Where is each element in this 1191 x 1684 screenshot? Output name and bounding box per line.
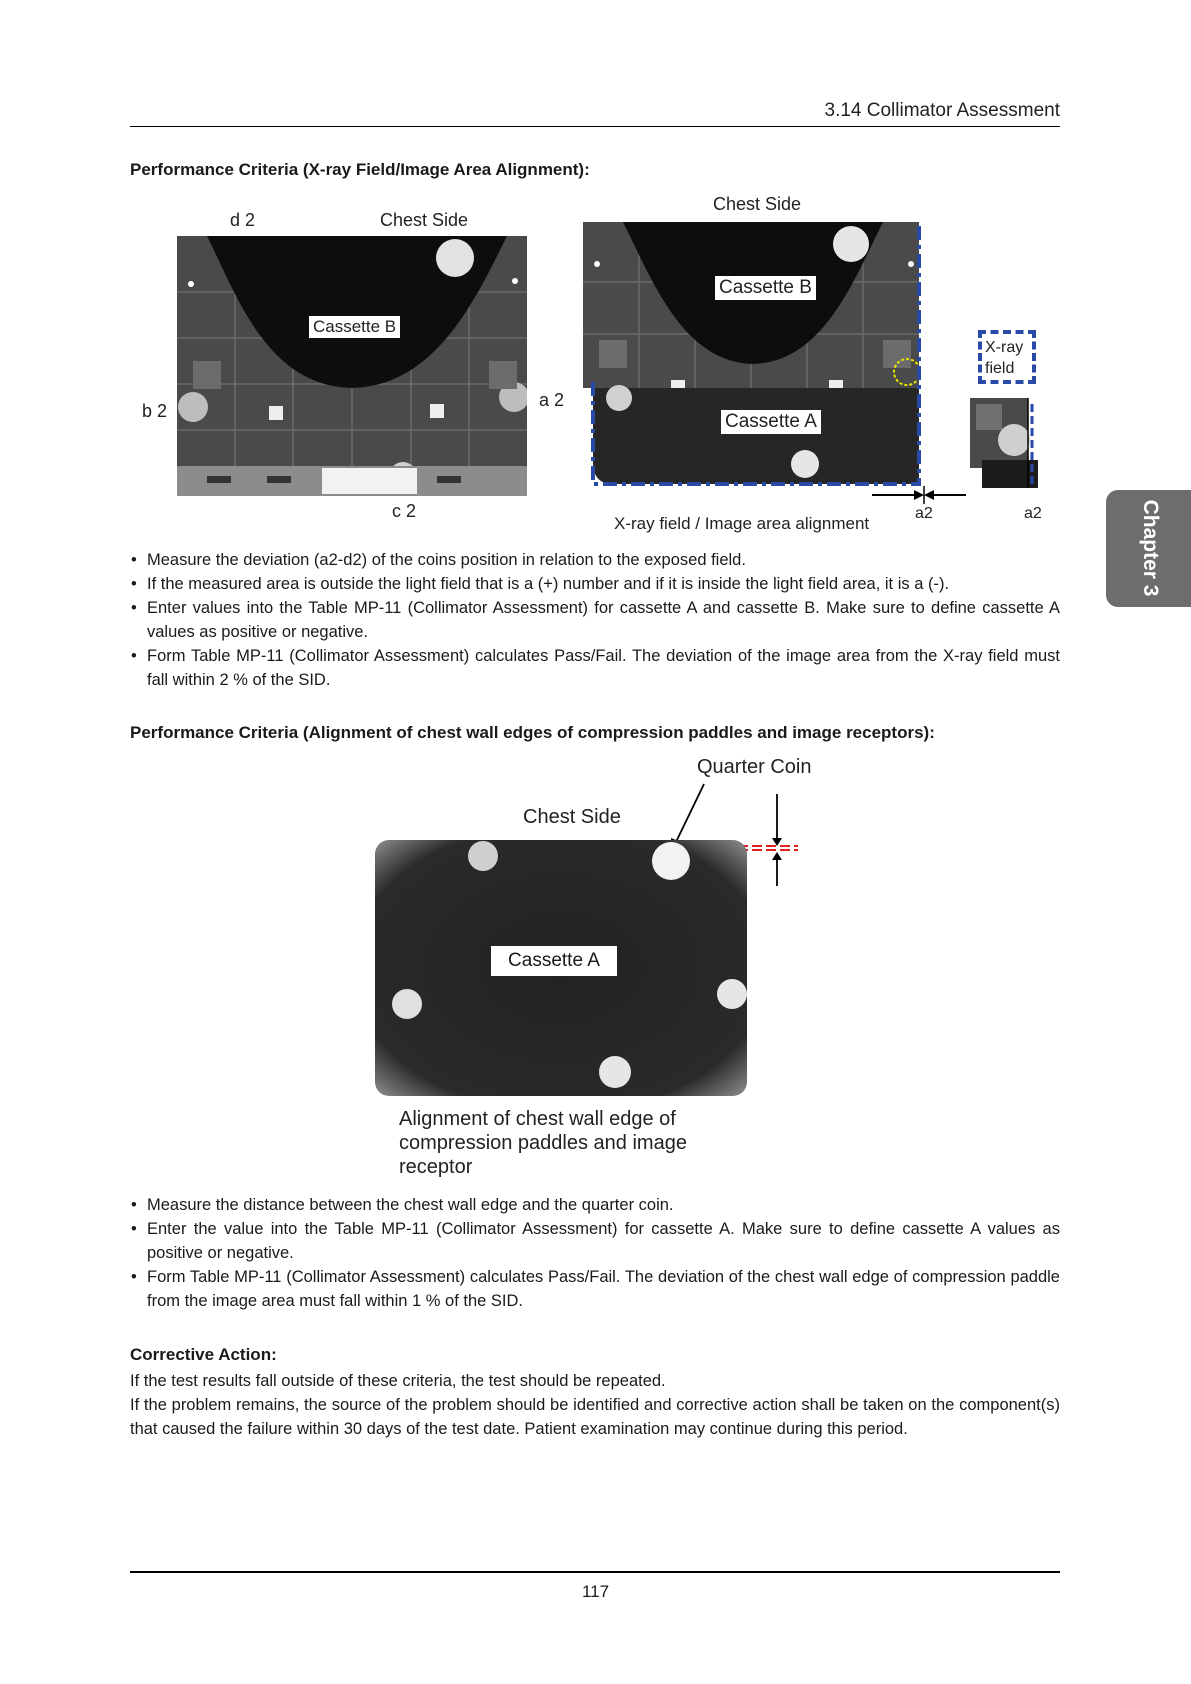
inset-xray-image — [970, 398, 1042, 490]
corrective-action-line2: If the problem remains, the source of the problem should be identified and corrective action shall be taken on the component(s) that caused the failure within 30 days of the test date. Patient examination may continue during this period. — [130, 1396, 1060, 1438]
list-item: • Measure the distance between the chest wall edge and the quarter coin. — [130, 1193, 1060, 1217]
label-d2: d 2 — [230, 210, 256, 230]
chapter-tab — [1106, 490, 1191, 607]
xray-image-cassette-a-b — [583, 222, 931, 490]
label-chest-side-bottom: Chest Side — [523, 806, 621, 828]
label-chest-side-left: Chest Side — [380, 210, 469, 230]
corrective-action-heading: Corrective Action: — [130, 1345, 277, 1364]
corrective-action-line1: If the test results fall outside of these criteria, the test should be repeated. — [130, 1372, 666, 1390]
footer-rule — [130, 1571, 1060, 1573]
section-title: 3.14 Collimator Assessment — [824, 100, 1060, 121]
a2-arrows — [870, 486, 970, 504]
label-cassette-b-left: Cassette B — [309, 316, 400, 338]
list-item: • Enter the value into the Table MP-11 (Collimator Assessment) for cassette A. Make sure to define cassette A values as positive or negative. — [130, 1217, 1060, 1265]
label-a2-left: a 2 — [539, 390, 565, 410]
caption-chest-wall-alignment — [399, 1107, 687, 1179]
xray-image-right-graphic — [583, 222, 931, 490]
section2-heading: Performance Criteria (Alignment of chest wall edges of compression paddles and image receptors): — [130, 723, 935, 742]
xray-image-chest-wall — [375, 840, 747, 1096]
label-a2-small-1: a2 — [915, 505, 933, 522]
section1-bullet-list — [130, 548, 1060, 692]
caption-line-1: Alignment of chest wall edge of — [399, 1108, 676, 1130]
xray-field-legend-text — [985, 337, 1023, 379]
label-a2-small-2: a2 — [1024, 505, 1042, 522]
label-cassette-b-right: Cassette B — [715, 276, 816, 300]
list-item: • Enter values into the Table MP-11 (Collimator Assessment) for cassette A and cassette B. Make sure to define cassette A values as positive or negative. — [130, 596, 1060, 644]
caption-xray-alignment: X-ray field / Image area alignment — [614, 514, 870, 533]
section1-heading: Performance Criteria (X-ray Field/Image Area Alignment): — [130, 160, 590, 179]
chapter-tab-label: Chapter 3 — [1139, 499, 1162, 597]
xray-image-left-graphic — [177, 236, 527, 496]
xray-field-legend-line1: X-ray — [985, 339, 1024, 356]
label-cassette-a-right: Cassette A — [721, 410, 821, 434]
label-chest-side-right: Chest Side — [713, 194, 802, 214]
caption-line-2: compression paddles and image — [399, 1132, 687, 1154]
label-b2: b 2 — [142, 401, 168, 421]
list-item: • Form Table MP-11 (Collimator Assessment) calculates Pass/Fail. The deviation of the chest wall edge of compression paddle from the image area must fall within 1 % of the SID. — [130, 1265, 1060, 1313]
page-number: 117 — [581, 1582, 610, 1601]
header-rule — [130, 126, 1060, 127]
label-quarter-coin: Quarter Coin — [697, 756, 812, 778]
label-c2: c 2 — [392, 501, 417, 521]
list-item: • Measure the deviation (a2-d2) of the coins position in relation to the exposed field. — [130, 548, 1060, 572]
section2-bullet-list — [130, 1193, 1060, 1313]
label-cassette-a-bottom: Cassette A — [491, 946, 617, 976]
list-item: • If the measured area is outside the light field that is a (+) number and if it is inside the light field area, it is a (-). — [130, 572, 1060, 596]
list-item: • Form Table MP-11 (Collimator Assessment) calculates Pass/Fail. The deviation of the image area from the X-ray field must fall within 2 % of the SID. — [130, 644, 1060, 692]
xray-image-cassette-b — [177, 236, 527, 496]
xray-field-legend-line2: field — [985, 360, 1015, 377]
caption-line-3: receptor — [399, 1156, 473, 1178]
